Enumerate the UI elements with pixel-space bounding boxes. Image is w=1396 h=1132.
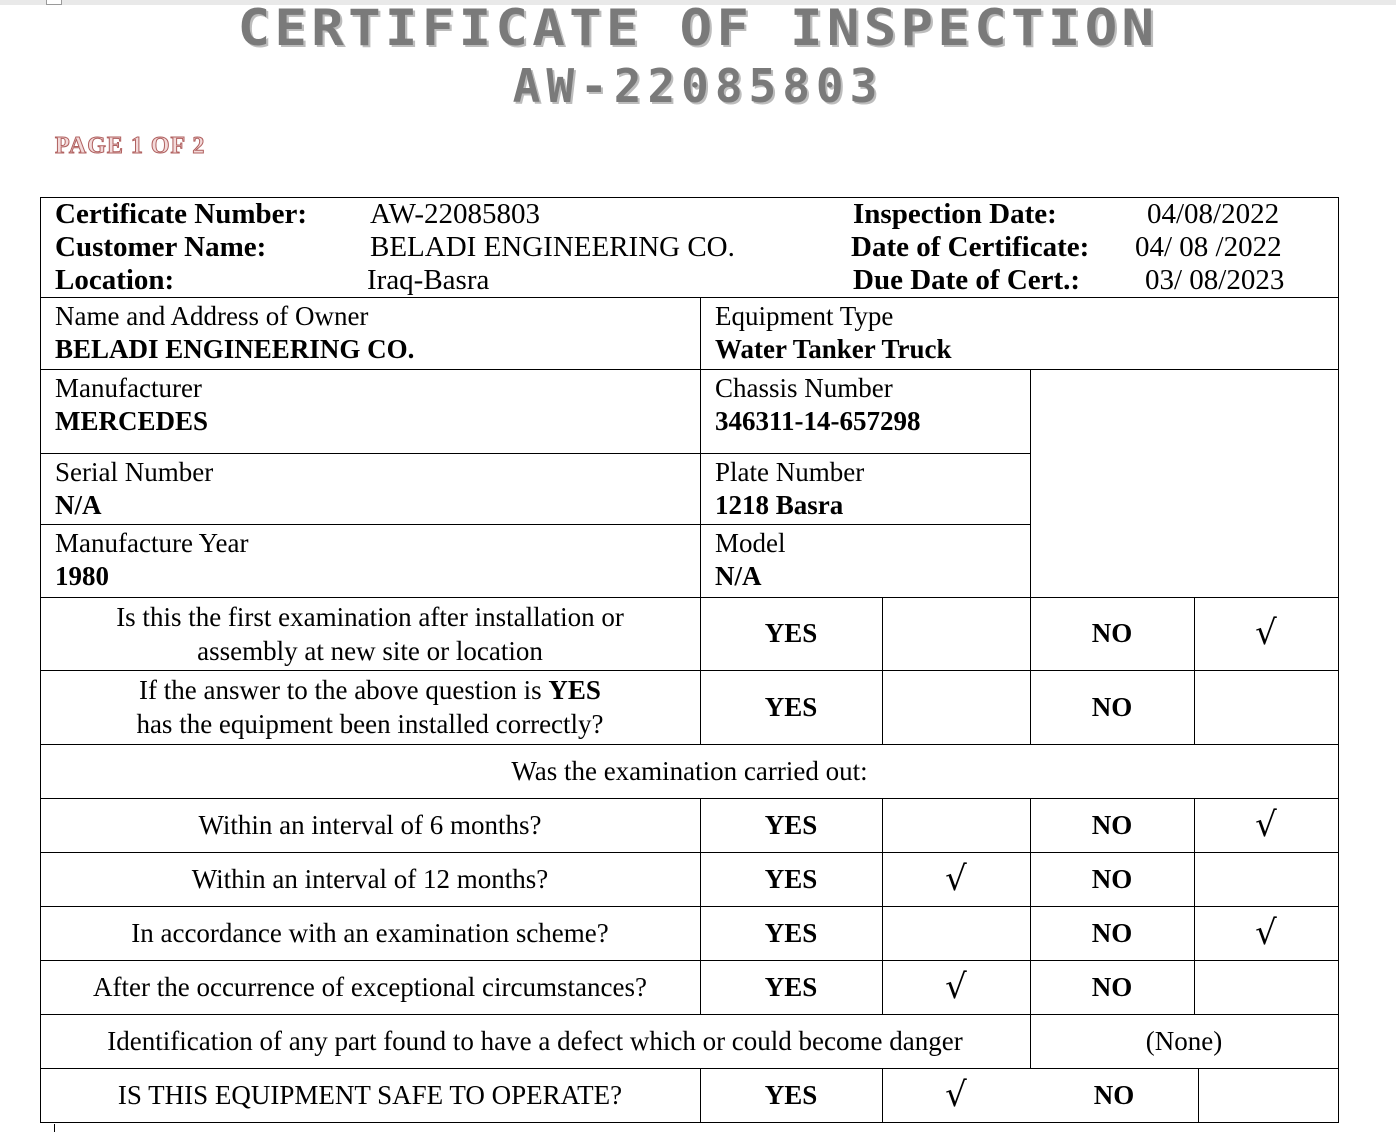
- year-label: Manufacture Year: [55, 528, 249, 558]
- question-installed-correctly: [40, 673, 700, 741]
- question-line: assembly at new site or location: [197, 636, 543, 666]
- inspection-date-value: 04/08/2022: [1147, 198, 1280, 230]
- equipment-type-label: Equipment Type: [715, 301, 894, 331]
- inspection-date-label: Inspection Date:: [853, 198, 1057, 230]
- yes-label: YES: [764, 864, 818, 894]
- yes-check-mark: √: [945, 967, 967, 1007]
- inspection-table: [40, 197, 1339, 1123]
- question-first-examination: [40, 600, 700, 668]
- plate-value: 1218 Basra: [715, 490, 844, 520]
- row-divider: [40, 524, 1030, 525]
- location-value: Iraq-Basra: [367, 264, 490, 296]
- yes-check-mark: √: [945, 1075, 967, 1115]
- question-6-months: Within an interval of 6 months?: [198, 810, 542, 840]
- yes-label: YES: [764, 618, 818, 648]
- defect-identification: Identification of any part found to have a defect which or could become danger: [107, 1026, 963, 1056]
- row-divider: [40, 369, 1339, 370]
- page-label: PAGE 1 OF 2: [55, 133, 206, 159]
- chassis-label: Chassis Number: [715, 373, 893, 403]
- owner-cell: [55, 300, 414, 366]
- equipment-type-value: Water Tanker Truck: [715, 334, 952, 364]
- yes-label: YES: [764, 972, 818, 1002]
- question-line: has the equipment been installed correctly?: [136, 709, 604, 739]
- equipment-type-cell: [715, 300, 952, 366]
- question-exceptional-circumstances: After the occurrence of exceptional circumstances?: [93, 972, 647, 1002]
- due-date-label: Due Date of Cert.:: [853, 264, 1081, 296]
- row-divider: [40, 297, 1339, 298]
- yes-label: YES: [764, 692, 818, 722]
- location-label: Location:: [55, 264, 175, 296]
- no-label: NO: [1091, 810, 1133, 840]
- document-number-title: AW-22085803: [512, 59, 884, 113]
- no-check-mark: √: [1255, 913, 1277, 953]
- no-check-mark: √: [1255, 613, 1277, 653]
- no-label: NO: [1091, 618, 1133, 648]
- text-cursor: [54, 1124, 55, 1132]
- year-value: 1980: [55, 561, 109, 591]
- certificate-number-value: AW-22085803: [370, 198, 541, 230]
- no-check-mark: √: [1255, 805, 1277, 845]
- no-label: NO: [1093, 1080, 1135, 1110]
- customer-name-value: BELADI ENGINEERING CO.: [370, 231, 735, 263]
- chassis-cell: [715, 372, 921, 438]
- manufacturer-cell: [55, 372, 208, 438]
- customer-name-label: Customer Name:: [55, 231, 267, 263]
- no-label: NO: [1091, 864, 1133, 894]
- table-border-right: [1338, 197, 1339, 1123]
- plate-label: Plate Number: [715, 457, 865, 487]
- model-label: Model: [715, 528, 786, 558]
- question-line: Is this the first examination after installation or: [116, 602, 624, 632]
- certificate-date-value: 04/ 08 /2022: [1135, 231, 1282, 263]
- defect-answer: (None): [1145, 1026, 1223, 1056]
- plate-cell: [715, 456, 864, 522]
- yes-check-mark: √: [945, 859, 967, 899]
- question-12-months: Within an interval of 12 months?: [191, 864, 549, 894]
- column-divider: [882, 597, 883, 744]
- question-line: [40, 673, 700, 707]
- examination-heading: Was the examination carried out:: [511, 756, 868, 786]
- certificate-date-label: Date of Certificate:: [851, 231, 1090, 263]
- model-value: N/A: [715, 561, 762, 591]
- model-cell: [715, 527, 786, 593]
- certificate-number-label: Certificate Number:: [55, 198, 308, 230]
- serial-value: N/A: [55, 490, 102, 520]
- serial-label: Serial Number: [55, 457, 214, 487]
- manufacturer-value: MERCEDES: [55, 406, 209, 436]
- question-examination-scheme: In accordance with an examination scheme?: [131, 918, 609, 948]
- owner-label: Name and Address of Owner: [55, 301, 369, 331]
- table-border-bottom: [40, 1122, 1339, 1123]
- serial-cell: [55, 456, 213, 522]
- question-text: If the answer to the above question is: [139, 675, 549, 705]
- year-cell: [55, 527, 248, 593]
- chassis-value: 346311-14-657298: [715, 406, 921, 436]
- yes-label: YES: [764, 810, 818, 840]
- no-label: NO: [1091, 972, 1133, 1002]
- row-divider: [40, 453, 1030, 454]
- owner-value: BELADI ENGINEERING CO.: [55, 334, 415, 364]
- no-label: NO: [1091, 918, 1133, 948]
- column-divider: [1198, 1068, 1199, 1122]
- due-date-value: 03/ 08/2023: [1145, 264, 1285, 296]
- document-title: CERTIFICATE OF INSPECTION: [237, 0, 1159, 57]
- yes-label: YES: [764, 918, 818, 948]
- question-emphasis: YES: [548, 675, 601, 705]
- yes-label: YES: [764, 1080, 818, 1110]
- manufacturer-label: Manufacturer: [55, 373, 202, 403]
- no-label: NO: [1091, 692, 1133, 722]
- question-safe-to-operate: IS THIS EQUIPMENT SAFE TO OPERATE?: [117, 1080, 623, 1110]
